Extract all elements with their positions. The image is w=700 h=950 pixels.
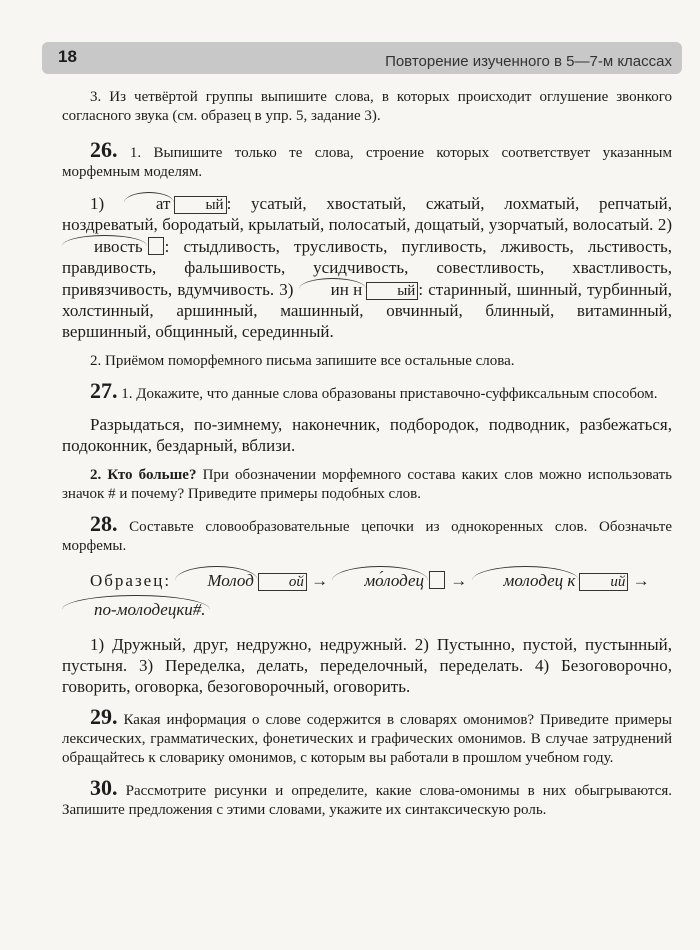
sample-word3-ending: ий bbox=[579, 573, 628, 591]
model3-ending: ый bbox=[366, 282, 418, 300]
ex27-task2 bbox=[62, 466, 672, 504]
sample-word4: по-молодецки#. bbox=[62, 595, 210, 624]
sample-arrow-2: → bbox=[450, 571, 468, 590]
model1-label: 1) bbox=[90, 194, 105, 213]
sample-word2-box bbox=[429, 571, 445, 589]
ex29-text: Какая информация о слове содержится в словарях омонимов? Приведите примеры лексических, грамматических, фонетических и графических омонимов. В случае затруднений обращайтесь к словарику омонимов, с которым вы работали в прошлом учебном году. bbox=[62, 712, 673, 766]
ex27-task1-text: 1. Докажите, что данные слова образованы приставочно-суффиксальным способом. bbox=[121, 386, 658, 402]
ex26-task2: 2. Приёмом поморфемного письма запишите все остальные слова. bbox=[90, 353, 515, 369]
model3-words: : старинный, шинный, турбинный, холстинный, аршинный, машинный, овчинный, блинный, витаминный, вершинный, общинный, серединный. bbox=[62, 280, 672, 341]
ex28-sample bbox=[62, 566, 672, 624]
model1-root: ат bbox=[124, 192, 175, 214]
ex28-task-text: Составьте словообразовательные цепочки из однокоренных слов. Обозначьте морфемы. bbox=[62, 519, 673, 554]
sample-label: Образец: bbox=[90, 571, 172, 590]
sample-word1-root: Молод bbox=[175, 566, 258, 595]
ex25-task3: 3. Из четвёртой группы выпишите слова, в которых происходит оглушение звонкого согласного звука (см. образец в упр. 5, задание 3). bbox=[62, 89, 672, 124]
ex29-number: 29. bbox=[90, 704, 118, 729]
model2-label: 2) bbox=[657, 215, 673, 234]
sample-word2: мо́лодец bbox=[332, 566, 428, 595]
ex30-text: Рассмотрите рисунки и определите, какие слова-омонимы в них обыгрываются. Запишите предложения с этими словами, укажите их синтаксическую роль. bbox=[62, 783, 673, 818]
ex27-task1 bbox=[62, 378, 672, 404]
ex27-task2-bold: 2. Кто больше? bbox=[90, 467, 197, 483]
ex26-task1-text: 1. Выпишите только те слова, строение которых соответствует указанным морфемным моделям. bbox=[62, 145, 673, 180]
ex30 bbox=[62, 775, 673, 820]
ex27-task2-text: При обозначении морфемного состава каких слов можно использовать значок # и почему? Приведите примеры подобных слов. bbox=[62, 467, 673, 502]
ex29 bbox=[62, 704, 673, 768]
ex28-chains: 1) Дружный, друг, недружно, недружный. 2) Пустынно, пустой, пустынный, пустыня. 3) Переделка, делать, переделочный, переделать. 4) Безоговорочно, говорить, оговорка, безоговорочный, оговорить. bbox=[62, 635, 672, 696]
ex28-number: 28. bbox=[90, 511, 118, 536]
model3-suffix: ин н bbox=[299, 278, 367, 300]
ex30-number: 30. bbox=[90, 775, 118, 800]
page-content bbox=[62, 88, 672, 820]
ex27-words: Разрыдаться, по-зимнему, наконечник, подбородок, подводник, разбежаться, подоконник, бездарный, вблизи. bbox=[62, 415, 672, 455]
ex27-number: 27. bbox=[90, 378, 118, 403]
model2-suffix: ивость bbox=[62, 235, 147, 257]
ex26-models bbox=[62, 192, 672, 342]
sample-word1-ending: ой bbox=[258, 573, 307, 591]
model1-words: : усатый, хвостатый, сжатый, лохматый, репчатый, ноздреватый, бородатый, крылатый, полосатый, дощатый, узорчатый, волосатый. bbox=[62, 194, 673, 234]
sample-arrow-1: → bbox=[311, 571, 329, 590]
ex26-task1 bbox=[62, 137, 673, 182]
model2-ending-box bbox=[148, 237, 164, 255]
model3-label: 3) bbox=[279, 280, 294, 299]
sample-word3: молодец к bbox=[472, 566, 580, 595]
ex26-number: 26. bbox=[90, 137, 118, 162]
page-number: 18 bbox=[58, 47, 77, 66]
model2-words: : стыдливость, трусливость, пугливость, лживость, льстивость, правдивость, фальшивость, усидчивость, совестливость, хвастливость, привязчивость, вдумчивость. bbox=[62, 237, 672, 299]
model1-ending: ый bbox=[174, 196, 226, 214]
ex28-task bbox=[62, 511, 673, 556]
sample-arrow-3: → bbox=[632, 571, 650, 590]
page-title: Повторение изученного в 5—7-м классах bbox=[385, 53, 672, 70]
